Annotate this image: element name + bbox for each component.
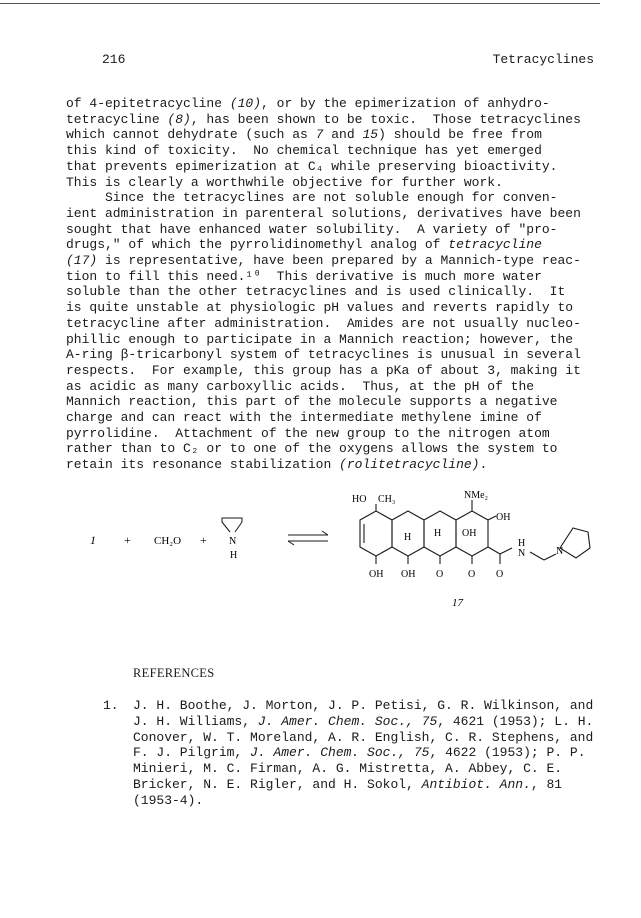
oh-mid-label: OH xyxy=(462,528,477,539)
reference-line: Bricker, N. E. Rigler, and H. Sokol, Antibiot. Ann., 81 xyxy=(133,776,563,792)
body-line: Mannich reaction, this part of the molecule supports a negative xyxy=(66,394,558,410)
reference-line: Conover, W. T. Moreland, A. R. English, C. R. Stephens, and xyxy=(133,729,594,745)
reference-line: (1953-4). xyxy=(133,792,204,808)
equilibrium-arrow xyxy=(288,531,328,545)
page-number: 216 xyxy=(102,52,126,67)
body-line: this kind of toxicity. No chemical technique has yet emerged xyxy=(66,143,542,159)
h-label-1: H xyxy=(404,532,412,543)
amide-n-label: N xyxy=(518,548,526,559)
compound-number: 17 xyxy=(452,597,463,609)
top-rule xyxy=(0,3,600,4)
reference-line: Minieri, M. C. Firman, A. G. Mistretta, A. Abbey, C. E. xyxy=(133,761,563,777)
body-line: retain its resonance stabilization (rolitetracycline). xyxy=(66,457,488,473)
body-line: sought that have enhanced water solubility. A variety of "pro- xyxy=(66,221,558,237)
references-heading: REFERENCES xyxy=(133,666,215,680)
bottom-label-4: O xyxy=(468,569,476,580)
ch3-label: CH₃ xyxy=(378,494,396,505)
reference-line: J. H. Boothe, J. Morton, J. P. Petisi, G. R. Wilkinson, and xyxy=(133,698,594,713)
tetracycline-rings xyxy=(360,500,556,564)
body-line: rather than to C₂ or to one of the oxygens allows the system to xyxy=(66,441,558,457)
body-line: tetracycline (8), has been shown to be toxic. Those tetracyclines xyxy=(66,111,581,127)
body-line: is quite unstable at physiologic pH values and reverts rapidly to xyxy=(66,300,574,316)
bottom-label-2: OH xyxy=(401,569,416,580)
body-line: soluble than the other tetracyclines and is used clinically. It xyxy=(66,284,566,300)
oh-right-label: OH xyxy=(496,512,511,523)
body-line: phillic enough to participate in a Mannich reaction; however, the xyxy=(66,331,574,347)
body-line: A-ring β-tricarbonyl system of tetracyclines is unusual in several xyxy=(66,347,581,363)
running-head: Tetracyclines xyxy=(492,52,594,67)
bottom-label-3: O xyxy=(436,569,444,580)
body-line: that prevents epimerization at C₄ while preserving bioactivity. xyxy=(66,158,558,174)
body-line: which cannot dehydrate (such as 7 and 15) should be free from xyxy=(66,127,542,143)
body-line: tion to fill this need.¹⁰ This derivative is much more water xyxy=(66,268,542,284)
pyrrolidine-n: N xyxy=(229,536,237,547)
body-line: drugs," of which the pyrrolidinomethyl analog of tetracycline xyxy=(66,237,542,253)
body-line: as acidic as many carboxyllic acids. Thus, at the pH of the xyxy=(66,378,535,394)
reference-line: J. H. Williams, J. Amer. Chem. Soc., 75, 4621 (1953); L. H. xyxy=(133,713,594,729)
plus-sign-1: + xyxy=(124,533,131,547)
body-line: Since the tetracyclines are not soluble enough for conven- xyxy=(66,190,558,206)
body-line: ient administration in parenteral solutions, derivatives have been xyxy=(66,205,581,221)
bottom-label-5: O xyxy=(496,569,504,580)
body-line: of 4-epitetracycline (10), or by the epimerization of anhydro- xyxy=(66,96,550,111)
body-line: charge and can react with the intermediate methylene imine of xyxy=(66,410,542,426)
reference-number: 1. xyxy=(103,698,119,713)
bottom-label-1: OH xyxy=(369,569,384,580)
ho-label: HO xyxy=(352,494,367,505)
body-line: pyrrolidine. Attachment of the new group to the nitrogen atom xyxy=(66,425,550,441)
body-paragraphs xyxy=(66,96,606,473)
body-line: (17) is representative, have been prepared by a Mannich-type reac- xyxy=(66,253,581,269)
formaldehyde-label: CH₂O xyxy=(154,535,182,547)
reactant-1: 1 xyxy=(90,533,96,547)
pyrrolidine-ring-product xyxy=(560,528,590,558)
reference-entry xyxy=(133,698,603,809)
h-label-2: H xyxy=(434,528,442,539)
amide-h-label: H xyxy=(518,538,526,549)
pyr-n-label: N xyxy=(556,546,564,557)
body-line: This is clearly a worthwhile objective for further work. xyxy=(66,174,503,190)
body-line: tetracycline after administration. Amides are not usually nucleo- xyxy=(66,315,581,331)
reference-line: F. J. Pilgrim, J. Amer. Chem. Soc., 75, 4622 (1953); P. P. xyxy=(133,745,586,761)
nme2-label: NMe₂ xyxy=(464,490,489,501)
pyrrolidine-h: H xyxy=(230,550,238,561)
plus-sign-2: + xyxy=(200,533,207,547)
reaction-scheme xyxy=(90,488,610,618)
pyrrolidine-structure xyxy=(222,518,242,532)
body-line: respects. For example, this group has a pKa of about 3, making it xyxy=(66,362,581,378)
